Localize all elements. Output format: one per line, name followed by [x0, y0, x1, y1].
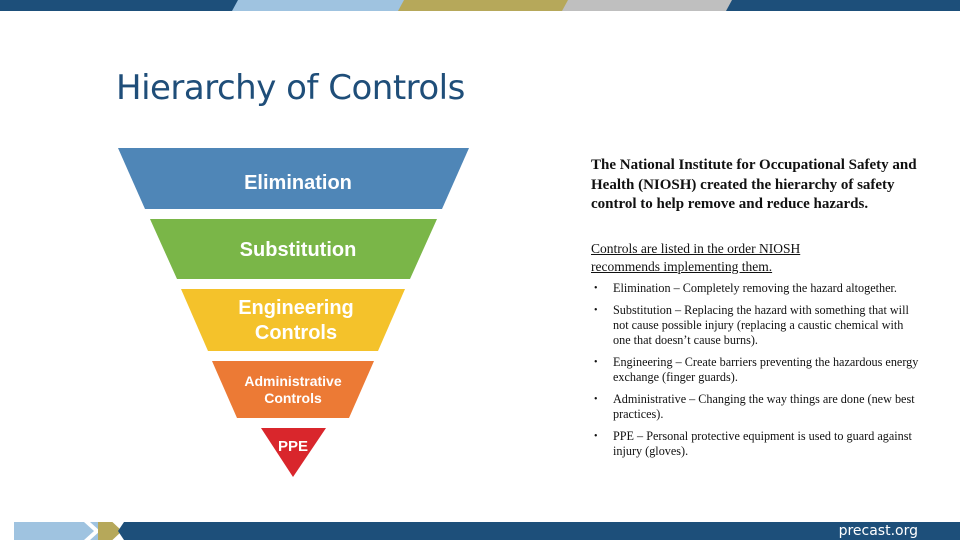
- bottom-decorative-bar: [0, 522, 960, 540]
- top-bar-segment: [726, 0, 960, 11]
- list-item-text: Substitution – Replacing the hazard with something that will not cause possible injury (replacing a caustic chemical with one that doesn’t cause burns).: [613, 303, 909, 347]
- bullet-icon: •: [594, 305, 598, 316]
- bullet-icon: •: [594, 431, 598, 442]
- substitution-label: Substitution: [239, 239, 357, 261]
- top-bar-segment: [0, 0, 240, 11]
- top-bar-segment: [398, 0, 570, 11]
- list-item: [591, 392, 921, 422]
- list-item: [591, 303, 921, 348]
- top-decorative-bar: [0, 0, 960, 11]
- bullet-icon: •: [594, 283, 598, 294]
- slide-title: Hierarchy of Controls: [116, 68, 465, 108]
- list-item-text: Engineering – Create barriers preventing the hazardous energy exchange (finger guards).: [613, 355, 919, 384]
- list-item-text: Elimination – Completely removing the hazard altogether.: [613, 281, 897, 295]
- intro-paragraph: The National Institute for Occupational Safety and Health (NIOSH) created the hierarchy of safety control to help remove and reduce hazards.: [591, 157, 917, 212]
- ppe-label: PPE: [277, 438, 309, 455]
- list-item: [591, 355, 921, 385]
- engineering-label-line1: Engineering: [238, 297, 354, 319]
- brand-logo-text: precast.org: [838, 523, 918, 539]
- list-item-text: PPE – Personal protective equipment is used to guard against injury (gloves).: [613, 429, 912, 458]
- list-item: [591, 281, 921, 296]
- pyramid-graphic: [60, 145, 530, 480]
- bullet-icon: •: [594, 394, 598, 405]
- engineering-label-line2: Controls: [254, 322, 338, 344]
- top-bar-segment: [232, 0, 407, 11]
- administrative-label-line2: Controls: [264, 390, 322, 406]
- administrative-label-line1: Administrative: [244, 373, 342, 389]
- elimination-label: Elimination: [244, 172, 352, 194]
- bottom-bar-segment: [118, 522, 960, 540]
- bullet-icon: •: [594, 357, 598, 368]
- top-bar-segment: [562, 0, 734, 11]
- controls-order-note: Controls are listed in the order NIOSH recommends implementing them.: [591, 241, 801, 274]
- hierarchy-pyramid: [60, 145, 530, 480]
- controls-bullet-list: [591, 281, 921, 466]
- list-item-text: Administrative – Changing the way things are done (new best practices).: [613, 392, 915, 421]
- list-item: [591, 429, 921, 459]
